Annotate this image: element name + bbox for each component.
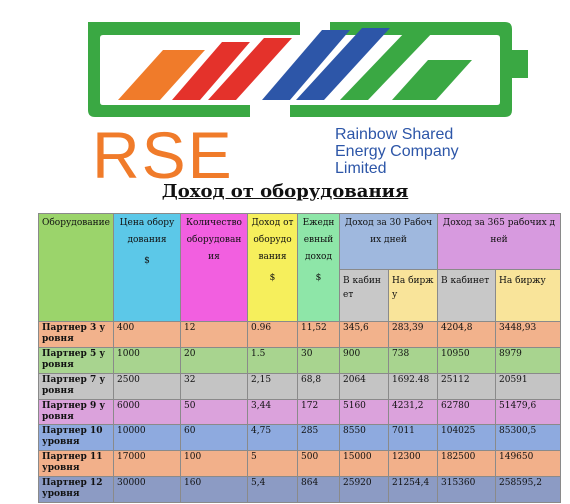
cell-qty: 60 bbox=[181, 425, 248, 451]
cell-income: 4,75 bbox=[248, 425, 298, 451]
cell-daily: 68,8 bbox=[298, 373, 340, 399]
cell-c365: 4204,8 bbox=[438, 322, 496, 348]
cell-price: 2500 bbox=[114, 373, 181, 399]
cell-level: Партнер 10 уровня bbox=[39, 425, 114, 451]
header-daily-unit: $ bbox=[315, 273, 322, 283]
cell-e30: 4231,2 bbox=[389, 399, 438, 425]
cell-e30: 7011 bbox=[389, 425, 438, 451]
logo-letters: RSE bbox=[92, 118, 234, 192]
cell-c365: 10950 bbox=[438, 347, 496, 373]
cell-e30: 1692.48 bbox=[389, 373, 438, 399]
header-exchange-30: На биржу bbox=[389, 270, 438, 322]
table-row bbox=[39, 373, 561, 399]
table-body bbox=[39, 322, 561, 503]
cell-e30: 12300 bbox=[389, 451, 438, 477]
cell-qty: 100 bbox=[181, 451, 248, 477]
cell-c365: 25112 bbox=[438, 373, 496, 399]
cell-price: 6000 bbox=[114, 399, 181, 425]
cell-qty: 32 bbox=[181, 373, 248, 399]
cell-income: 1.5 bbox=[248, 347, 298, 373]
cell-daily: 11,52 bbox=[298, 322, 340, 348]
company-name-line-3: Limited bbox=[335, 160, 387, 177]
cell-c365: 104025 bbox=[438, 425, 496, 451]
cell-income: 2,15 bbox=[248, 373, 298, 399]
cell-level: Партнер 11 уровня bbox=[39, 451, 114, 477]
header-days365: Доход за 365 рабочих дней bbox=[438, 214, 561, 270]
cell-daily: 30 bbox=[298, 347, 340, 373]
cell-qty: 50 bbox=[181, 399, 248, 425]
income-table bbox=[38, 213, 561, 503]
green-stripe-icon-2 bbox=[392, 60, 472, 100]
cell-daily: 172 bbox=[298, 399, 340, 425]
header-income-label: Доход от оборудования bbox=[251, 218, 294, 262]
header-exchange-365: На биржу bbox=[496, 270, 561, 322]
cell-price: 400 bbox=[114, 322, 181, 348]
header-daily bbox=[298, 214, 340, 322]
cell-qty: 160 bbox=[181, 477, 248, 503]
table-row bbox=[39, 425, 561, 451]
cell-e365: 8979 bbox=[496, 347, 561, 373]
cell-e365: 51479,6 bbox=[496, 399, 561, 425]
cell-e30: 21254,4 bbox=[389, 477, 438, 503]
header-quantity: Количество оборудования bbox=[181, 214, 248, 322]
cell-e30: 738 bbox=[389, 347, 438, 373]
cell-price: 10000 bbox=[114, 425, 181, 451]
table-row bbox=[39, 322, 561, 348]
header-equipment: Оборудование bbox=[39, 214, 114, 322]
cell-level: Партнер 3 уровня bbox=[39, 322, 114, 348]
cell-c30: 5160 bbox=[340, 399, 389, 425]
cell-c30: 15000 bbox=[340, 451, 389, 477]
cell-daily: 285 bbox=[298, 425, 340, 451]
cell-price: 30000 bbox=[114, 477, 181, 503]
cell-level: Партнер 9 уровня bbox=[39, 399, 114, 425]
header-income-unit: $ bbox=[269, 273, 276, 283]
cell-income: 5,4 bbox=[248, 477, 298, 503]
cell-income: 5 bbox=[248, 451, 298, 477]
cell-price: 17000 bbox=[114, 451, 181, 477]
cell-c365: 62780 bbox=[438, 399, 496, 425]
cell-level: Партнер 12 уровня bbox=[39, 477, 114, 503]
cell-qty: 12 bbox=[181, 322, 248, 348]
cell-e30: 283,39 bbox=[389, 322, 438, 348]
cell-e365: 258595,2 bbox=[496, 477, 561, 503]
cell-level: Партнер 5 уровня bbox=[39, 347, 114, 373]
cell-c30: 25920 bbox=[340, 477, 389, 503]
cell-income: 0.96 bbox=[248, 322, 298, 348]
table-row bbox=[39, 347, 561, 373]
header-price-label: Цена оборудования bbox=[119, 218, 175, 245]
header-price bbox=[114, 214, 181, 322]
cell-c30: 8550 bbox=[340, 425, 389, 451]
header-days30: Доход за 30 Рабочих дней bbox=[340, 214, 438, 270]
company-name-line-1: Rainbow Shared bbox=[335, 126, 454, 143]
page-title: Доход от оборудования bbox=[161, 181, 409, 202]
cell-level: Партнер 7 уровня bbox=[39, 373, 114, 399]
cell-e365: 3448,93 bbox=[496, 322, 561, 348]
cell-e365: 149650 bbox=[496, 451, 561, 477]
header-price-unit: $ bbox=[144, 256, 150, 266]
table-row bbox=[39, 399, 561, 425]
cell-qty: 20 bbox=[181, 347, 248, 373]
company-name-line-2: Energy Company bbox=[335, 143, 459, 160]
cell-e365: 85300,5 bbox=[496, 425, 561, 451]
cell-c365: 182500 bbox=[438, 451, 496, 477]
cell-c365: 315360 bbox=[438, 477, 496, 503]
company-name bbox=[335, 126, 565, 177]
cell-e365: 20591 bbox=[496, 373, 561, 399]
header-daily-label: Ежедневный доход bbox=[302, 218, 335, 262]
cell-daily: 864 bbox=[298, 477, 340, 503]
cell-c30: 345,6 bbox=[340, 322, 389, 348]
cell-income: 3,44 bbox=[248, 399, 298, 425]
header-cabinet-365: В кабинет bbox=[438, 270, 496, 322]
header-cabinet-30: В кабинет bbox=[340, 270, 389, 322]
cell-c30: 2064 bbox=[340, 373, 389, 399]
cell-price: 1000 bbox=[114, 347, 181, 373]
cell-daily: 500 bbox=[298, 451, 340, 477]
table-row bbox=[39, 477, 561, 503]
battery-frame-icon bbox=[88, 22, 300, 117]
cell-c30: 900 bbox=[340, 347, 389, 373]
header-income bbox=[248, 214, 298, 322]
table-row bbox=[39, 451, 561, 477]
